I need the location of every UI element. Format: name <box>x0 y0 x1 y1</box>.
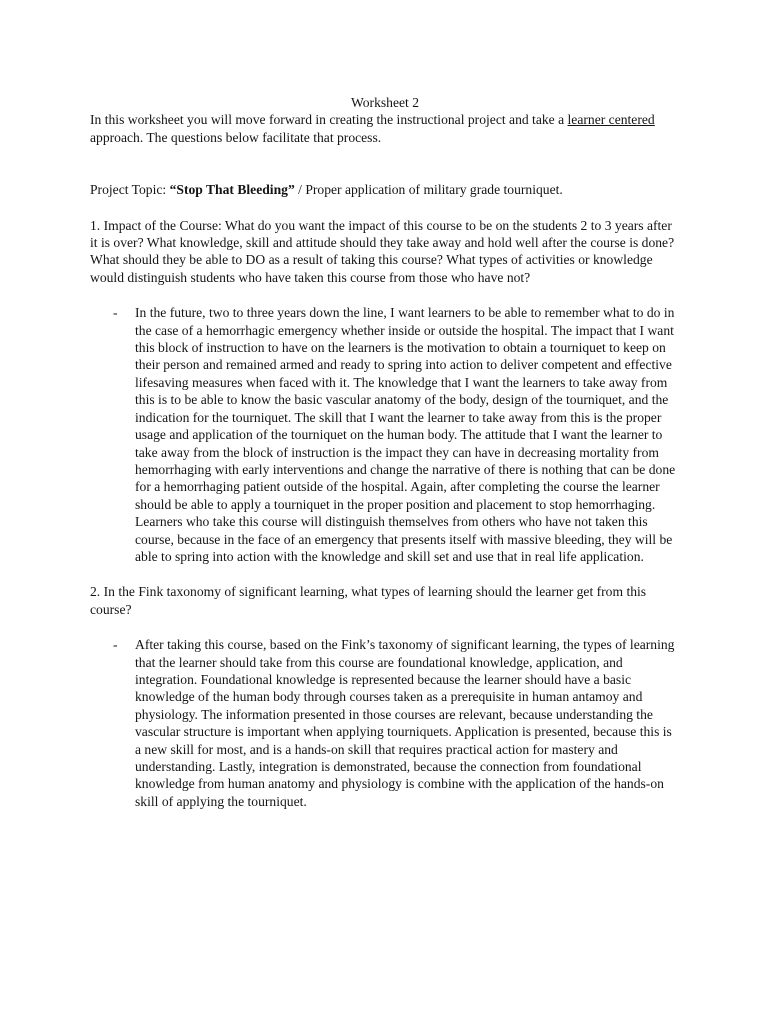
project-topic-label: Project Topic: <box>90 182 170 198</box>
project-topic-description: / Proper application of military grade tourniquet. <box>294 182 563 198</box>
worksheet-page <box>90 94 680 810</box>
answer-2-bullet: - <box>113 637 118 653</box>
project-topic-title: “Stop That Bleeding” <box>169 182 295 198</box>
intro-text-end: approach. The questions below facilitate that process. <box>90 129 382 145</box>
project-topic <box>90 181 680 198</box>
question-1: 1. Impact of the Course: What do you want the impact of this course to be on the students 2 to 3 years after it is over? What knowledge, skill and attitude should they take away and hold well after the course is done? What should they be able to DO as a result of taking this course? What types of activities or knowledge would distinguish students who have taken this course from those who have not? <box>90 217 675 285</box>
worksheet-title: Worksheet 2 <box>351 95 419 110</box>
intro-text-start: In this worksheet you will move forward in creating the instructional project and take a <box>90 112 568 128</box>
learner-centered-underlined: learner centered <box>567 112 655 128</box>
answer-2 <box>90 636 680 810</box>
answer-1 <box>90 304 680 565</box>
answer-2-text: After taking this course, based on the Fink’s taxonomy of significant learning, the types of learning that the learner should take from this course are foundational knowledge, application, and integration. Foundational knowledge is represented because the learner should have a basic knowledge of the human body through courses taken as a prerequisite in human antamoy and physiology. The information presented in those courses are relevant, because understanding the vascular structure is important when applying tourniquets. Application is presented, because this is a new skill for most, and is a hands-on skill that requires practical action for mastery and understanding. Lastly, integration is demonstrated, because the connection from foundational knowledge from human anatomy and physiology is combine with the application of the hands-on skill of applying the tourniquet. <box>135 637 675 809</box>
question-2: 2. In the Fink taxonomy of significant learning, what types of learning should the learner get from this course? <box>90 584 647 617</box>
intro-paragraph <box>90 111 680 146</box>
answer-1-bullet: - <box>113 305 118 321</box>
answer-1-text: In the future, two to three years down the line, I want learners to be able to remember what to do in the case of a hemorrhagic emergency whether inside or outside the hospital. The impact that I want this block of instruction to have on the learners is the motivation to obtain a tourniquet to keep on their person and remained armed and ready to spring into action to deliver competent and effective lifesaving measures when faced with it. The knowledge that I want the learners to take away from this is to be able to know the basic vascular anatomy of the body, design of the tourniquet, and the indication for the tourniquet. The skill that I want the learner to take away from this is the proper usage and application of the tourniquet on the human body. The attitude that I want the learner to take away from the block of instruction is the impact they can have in decreasing mortality from hemorrhaging with early interventions and change the narrative of there is nothing that can be done for a hemorrhaging patient outside of the hospital. Again, after completing the course the learner should be able to apply a tourniquet in the proper position and placement to stop hemorrhaging. Learners who take this course will distinguish themselves from others who have not taken this course, because in the face of an emergency that presents itself with massive bleeding, they will be able to spring into action with the knowledge and skill set and use that in real life application. <box>135 305 676 564</box>
